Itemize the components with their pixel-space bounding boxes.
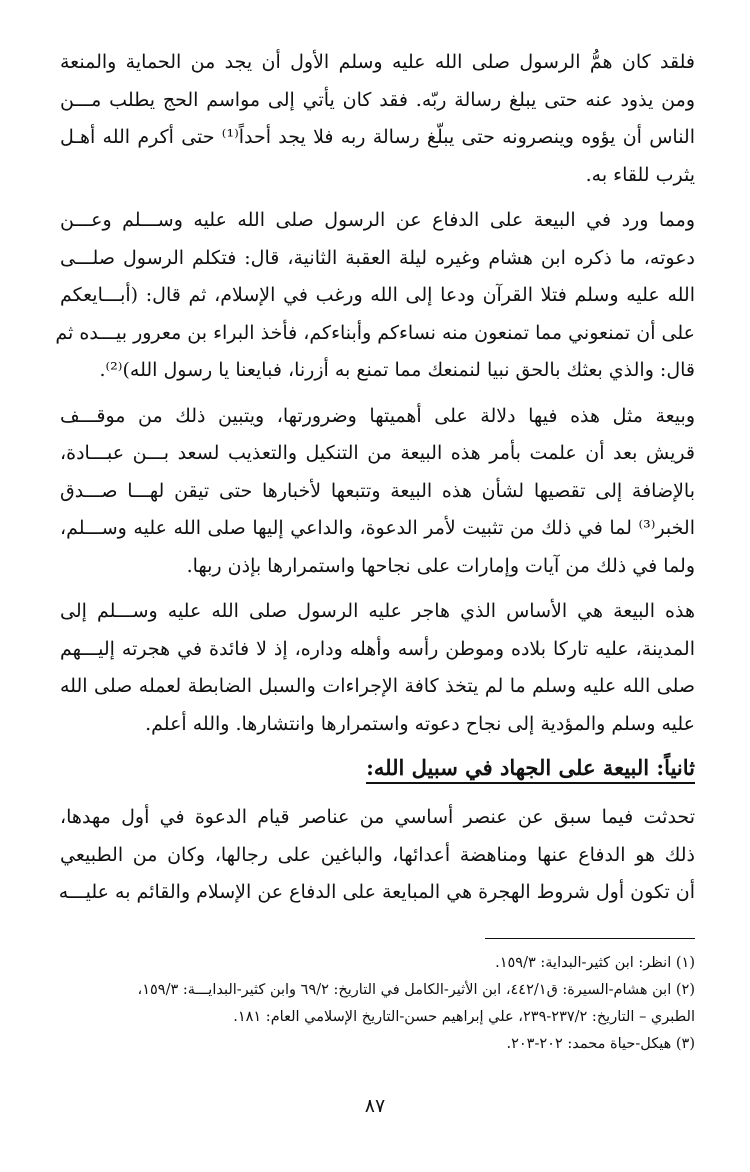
paragraph-4 (60, 593, 695, 743)
footnote: (١) انظر: ابن كثير-البداية: ١٥٩/٣. (495, 955, 695, 971)
page-number: ٨٧ (364, 1095, 386, 1117)
text-line: قال: والذي بعثك بالحق نبيا لنمنعك مما تمنع به أزرنا، فبايعنا يا رسول الله)⁽²⁾. (99, 359, 695, 381)
text-line: صلى الله عليه وسلم ما لم يتخذ كافة الإجراءات والسبل الضابطة لعمله صلى الله (60, 675, 695, 697)
footnotes (60, 950, 695, 1058)
text-line: عليه وسلم والمؤدية إلى نجاح دعوته واستمرارها وانتشارها. والله أعلم. (145, 712, 695, 735)
text-line: هذه البيعة هي الأساس الذي هاجر عليه الرسول صلى الله عليه وســـلم إلى (60, 600, 695, 622)
section-heading-text: ثانياً: البيعة على الجهاد في سبيل الله: (366, 755, 695, 784)
text-line: تحدثت فيما سبق عن عنصر أساسي من عناصر قيام الدعوة في أول مهدها، (60, 806, 695, 828)
text-line: المدينة، عليه تاركا بلاده وموطن رأسه وأهله وداره، إذ لا فائدة في هجرته إليـــهم (60, 637, 695, 660)
text-line: ومن يذود عنه حتى يبلغ رسالة ربّه. فقد كان يأتي إلى مواسم الحج يطلب مـــن (60, 88, 695, 111)
text-line: ومما ورد في البيعة على الدفاع عن الرسول صلى الله عليه وســـلم وعـــن (60, 209, 695, 231)
text-line: على أن تمنعوني مما تمنعون منه نساءكم وأبناءكم، فأخذ البراء بن معرور بيـــده ثم (55, 321, 695, 344)
footnote: (٢) ابن هشام-السيرة: ق٤٤٢/١، ابن الأثير-الكامل في التاريخ: ٦٩/٢ وابن كثير-البدايـــة: ١٥٩/٣، (137, 982, 695, 998)
text-line: الله عليه وسلم فتلا القرآن ودعا إلى الله ورغب في الإسلام، ثم قال: (أبـــايعكم (60, 284, 695, 306)
text-line: يثرب للقاء به. (585, 163, 695, 186)
footnote: (٣) هيكل-حياة محمد: ٢٠٢-٢٠٣. (506, 1036, 695, 1052)
paragraph-5 (60, 799, 695, 912)
page-body (55, 44, 695, 920)
paragraph-2 (55, 202, 695, 390)
text-line: بالإضافة إلى تقصيها لشأن هذه البيعة وتتبعها لأخبارها حتى تيقن لهـــا صـــدق (60, 479, 695, 502)
text-line: أن تكون أول شروط الهجرة هي المبايعة على الدفاع عن الإسلام والقائم به عليـــه (58, 881, 695, 903)
text-line: ولما في ذلك من آيات وإمارات على نجاحها واستمرارها بإذن ربها. (186, 554, 695, 577)
text-line: فلقد كان همُّ الرسول صلى الله عليه وسلم الأول أن يجد من الحماية والمنعة (60, 51, 695, 73)
text-line: وبيعة مثل هذه فيها دلالة على أهميتها وضرورتها، ويتبين ذلك من موقـــف (60, 404, 695, 427)
footnote: الطبري – التاريخ: ٢٣٧/٢-٢٣٩، علي إبراهيم حسن-التاريخ الإسلامي العام: ١٨١. (233, 1009, 695, 1025)
text-line: الخبر⁽³⁾ لما في ذلك من تثبيت لأمر الدعوة، والداعي إليها صلى الله عليه وســـلم، (60, 517, 695, 539)
text-line: دعوته، ما ذكره ابن هشام وغيره ليلة العقبة الثانية، قال: فتكلم الرسول صلـــى (60, 246, 695, 269)
text-line: الناس أن يؤوه وينصرونه حتى يبلّغ رسالة ربه فلا يجد أحداً⁽¹⁾ حتى أكرم الله أهـل (60, 126, 695, 148)
paragraph-1 (60, 44, 695, 194)
paragraph-3 (60, 398, 695, 586)
text-line: ذلك هو الدفاع عنها ومناهضة أعدائها، والباغين على رجالها، وكان من الطبيعي (60, 843, 695, 866)
section-heading (60, 751, 695, 785)
text-line: قريش بعد أن علمت بأمر هذه البيعة من التنكيل والتعذيب لسعد بـــن عبـــادة، (60, 442, 695, 464)
footnote-divider (485, 938, 695, 939)
